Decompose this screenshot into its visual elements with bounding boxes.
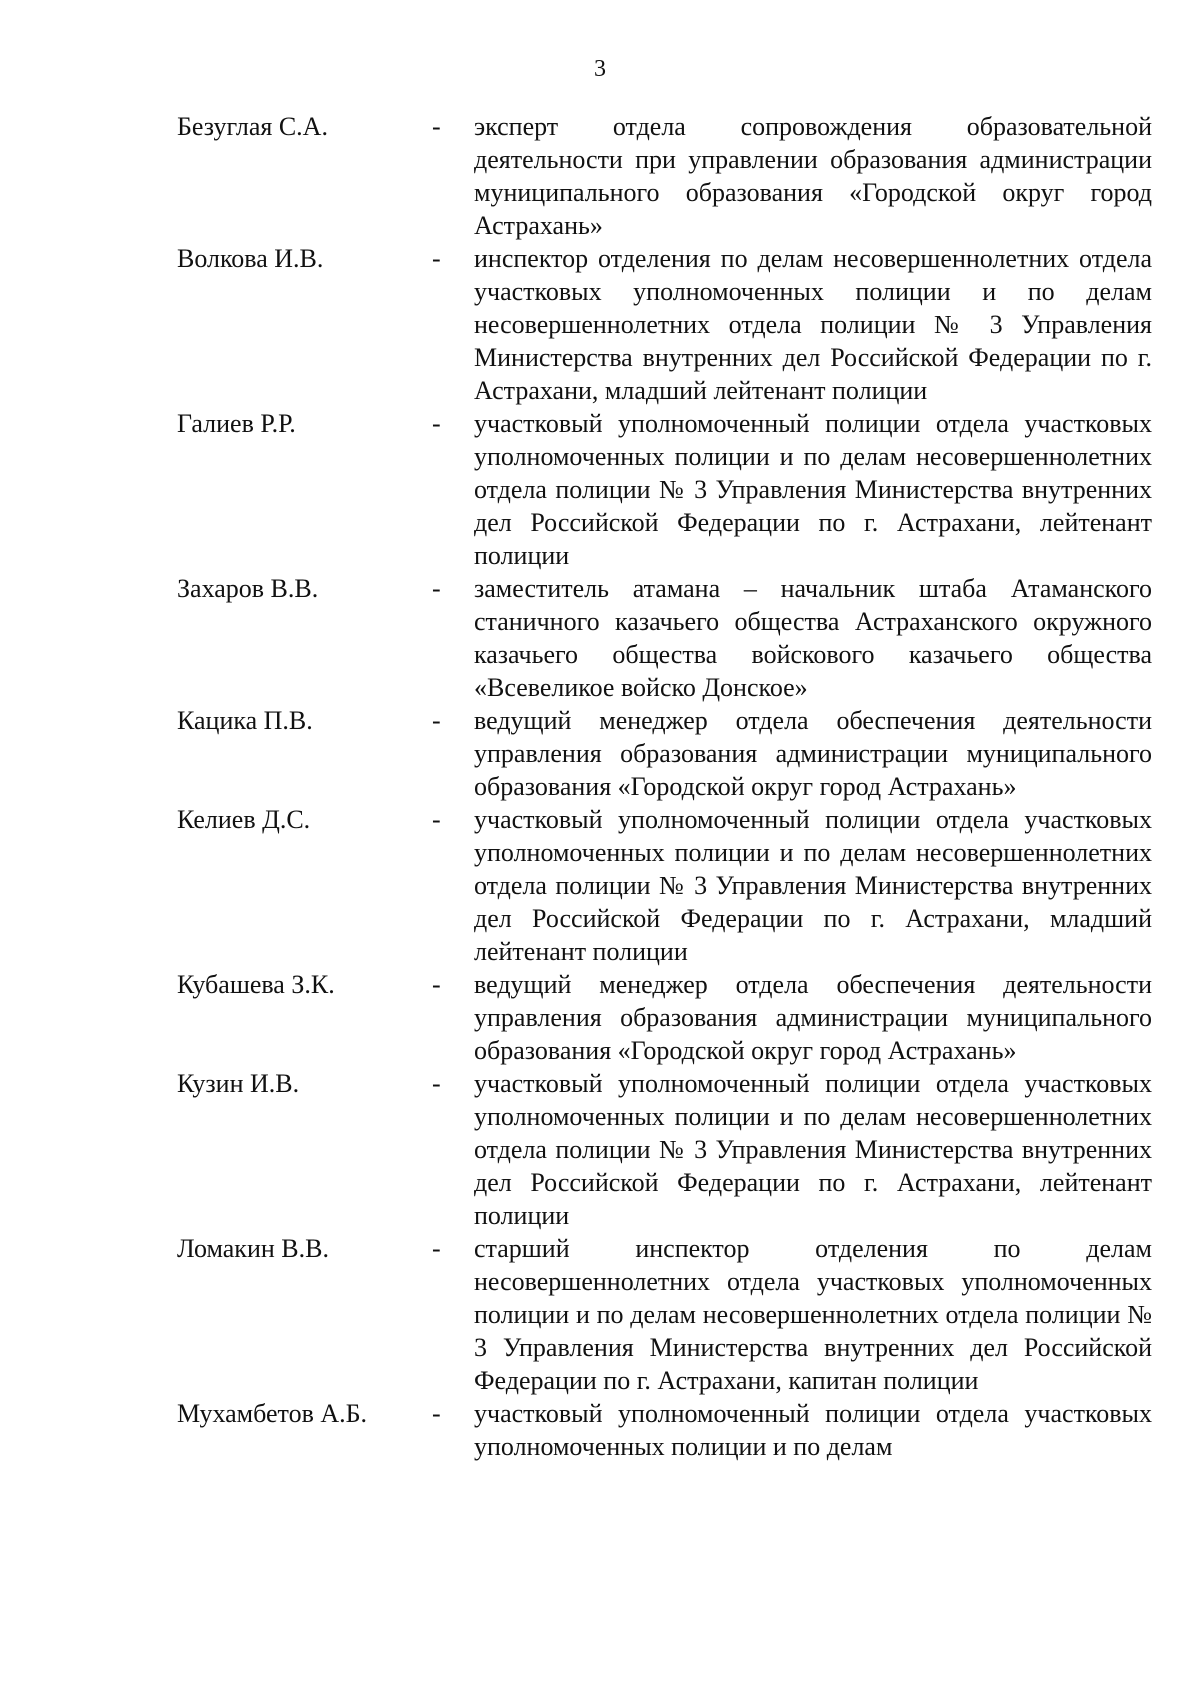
member-name: Захаров В.В.: [177, 574, 319, 603]
member-name: Кузин И.В.: [177, 1069, 300, 1098]
member-name: Галиев Р.Р.: [177, 409, 296, 438]
member-dash: -: [432, 1069, 441, 1098]
member-name: Мухамбетов А.Б.: [177, 1399, 368, 1428]
member-row: [177, 803, 1157, 968]
member-role: участковый уполномоченный полиции отдела участковых уполномоченных полиции и по делам несовершеннолетних отдела полиции № 3 Управления Министерства внутренних дел Российской Федерации по г. Астрахани, лейтенант полиции: [474, 409, 1152, 570]
member-role: старший инспектор отделения по делам несовершеннолетних отдела участковых уполномоченных полиции и по делам несовершеннолетних отдела полиции № 3 Управления Министерства внутренних дел Российской Федерации по г. Астрахани, капитан полиции: [474, 1234, 1152, 1395]
member-dash: -: [432, 574, 441, 603]
member-name: Келиев Д.С.: [177, 805, 311, 834]
member-name: Кубашева З.К.: [177, 970, 335, 999]
member-row: [177, 407, 1157, 572]
member-row: [177, 242, 1157, 407]
member-role: инспектор отделения по делам несовершеннолетних отдела участковых уполномоченных полиции и по делам несовершеннолетних отдела полиции № 3 Управления Министерства внутренних дел Российской Федерации по г. Астрахани, младший лейтенант полиции: [474, 244, 1152, 405]
member-dash: -: [432, 1234, 441, 1263]
member-role: эксперт отдела сопровождения образовательной деятельности при управлении образования администрации муниципального образования «Городской округ город Астрахань»: [474, 112, 1152, 240]
member-dash: -: [432, 706, 441, 735]
page-number: 3: [594, 56, 606, 82]
member-dash: -: [432, 805, 441, 834]
member-role: участковый уполномоченный полиции отдела участковых уполномоченных полиции и по делам: [474, 1399, 1152, 1461]
member-row: [177, 572, 1157, 704]
member-row: [177, 968, 1157, 1067]
member-row: [177, 1232, 1157, 1397]
member-dash: -: [432, 112, 441, 141]
member-dash: -: [432, 1399, 441, 1428]
member-row: [177, 704, 1157, 803]
member-row: [177, 1067, 1157, 1232]
member-role: ведущий менеджер отдела обеспечения деятельности управления образования администрации муниципального образования «Городской округ город Астрахань»: [474, 706, 1152, 801]
member-row: [177, 110, 1157, 242]
member-dash: -: [432, 244, 441, 273]
member-name: Ломакин В.В.: [177, 1234, 329, 1263]
member-row: [177, 1397, 1157, 1463]
member-role: заместитель атамана – начальник штаба Атаманского станичного казачьего общества Астраханского окружного казачьего общества войскового казачьего общества «Всевеликое войско Донское»: [474, 574, 1152, 702]
member-dash: -: [432, 970, 441, 999]
member-name: Безуглая С.А.: [177, 112, 328, 141]
member-name: Кацика П.В.: [177, 706, 313, 735]
member-dash: -: [432, 409, 441, 438]
member-role: участковый уполномоченный полиции отдела участковых уполномоченных полиции и по делам несовершеннолетних отдела полиции № 3 Управления Министерства внутренних дел Российской Федерации по г. Астрахани, младший лейтенант полиции: [474, 805, 1152, 966]
member-list: [177, 110, 1157, 1463]
member-role: участковый уполномоченный полиции отдела участковых уполномоченных полиции и по делам несовершеннолетних отдела полиции № 3 Управления Министерства внутренних дел Российской Федерации по г. Астрахани, лейтенант полиции: [474, 1069, 1152, 1230]
member-name: Волкова И.В.: [177, 244, 324, 273]
member-role: ведущий менеджер отдела обеспечения деятельности управления образования администрации муниципального образования «Городской округ город Астрахань»: [474, 970, 1152, 1065]
